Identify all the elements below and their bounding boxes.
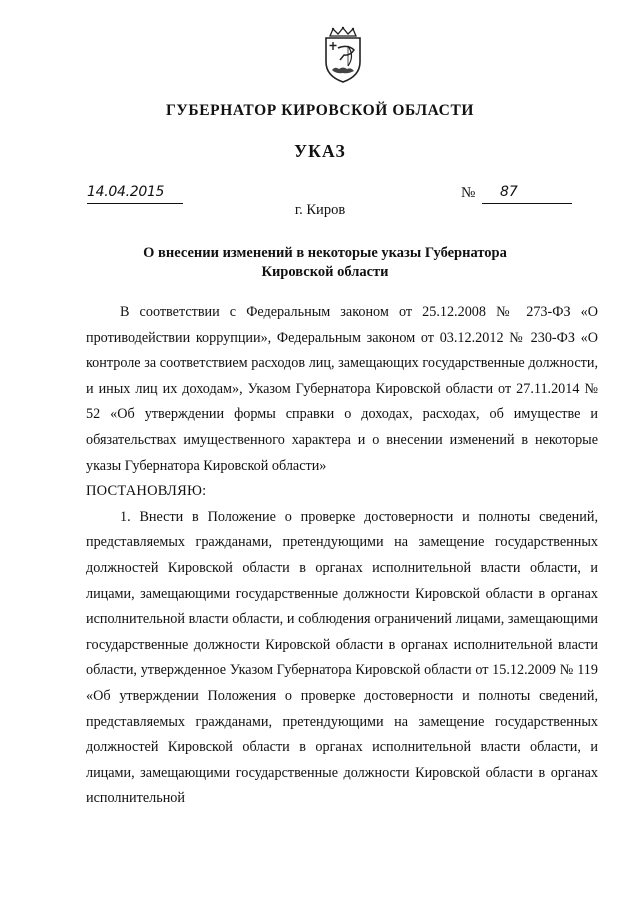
document-title [110, 244, 540, 282]
number-label: № [461, 185, 476, 201]
kirov-coat-of-arms-icon [318, 26, 368, 84]
issuing-authority: ГУБЕРНАТОР КИРОВСКОЙ ОБЛАСТИ [165, 102, 475, 119]
decree-number-field [482, 183, 572, 204]
document-body [86, 300, 598, 812]
decree-date-field [87, 183, 183, 204]
document-type: УКАЗ [294, 141, 346, 161]
decree-keyword: ПОСТАНОВЛЯЮ: [86, 483, 207, 500]
issue-city: г. Киров [294, 202, 346, 218]
title-line-2: Кировской области [261, 264, 389, 280]
decree-date: 14.04.2015 [87, 184, 165, 200]
title-line-1: О внесении изменений в некоторые указы Губернатора [143, 245, 507, 261]
item-1-paragraph: 1. Внести в Положение о проверке достоверности и полноты сведений, представляемых гражданами, претендующими на замещение государственных должностей Кировской области в органах исполнительной власти области, и лицами, замещающими государственные должности Кировской области в органах исполнительной власти области, и соблюдения ограничений лицами, замещающими государственные должности Кировской области в органах исполнительной власти области, утвержденное Указом Губернатора Кировской области от 15.12.2009 № 119 «Об утверждении Положения о проверке достоверности и полноты сведений, представляемых гражданами, претендующими на замещение государственных должностей Кировской области в органах исполнительной власти области, и лицами, замещающими государственные должности Кировской области в органах исполнительной [86, 508, 598, 807]
preamble-paragraph: В соответствии с Федеральным законом от 25.12.2008 № 273-ФЗ «О противодействии коррупции», Федеральным законом от 03.12.2012 № 230-ФЗ «О контроле за соответствием расходов лиц, замещающих государственные должности, и иных лиц их доходам», Указом Губернатора Кировской области от 27.11.2014 № 52 «Об утверждении формы справки о доходах, расходах, об имуществе и обязательствах имущественного характера и о внесении изменений в некоторые указы Губернатора Кировской области» [86, 304, 598, 474]
decree-number: 87 [500, 184, 518, 200]
